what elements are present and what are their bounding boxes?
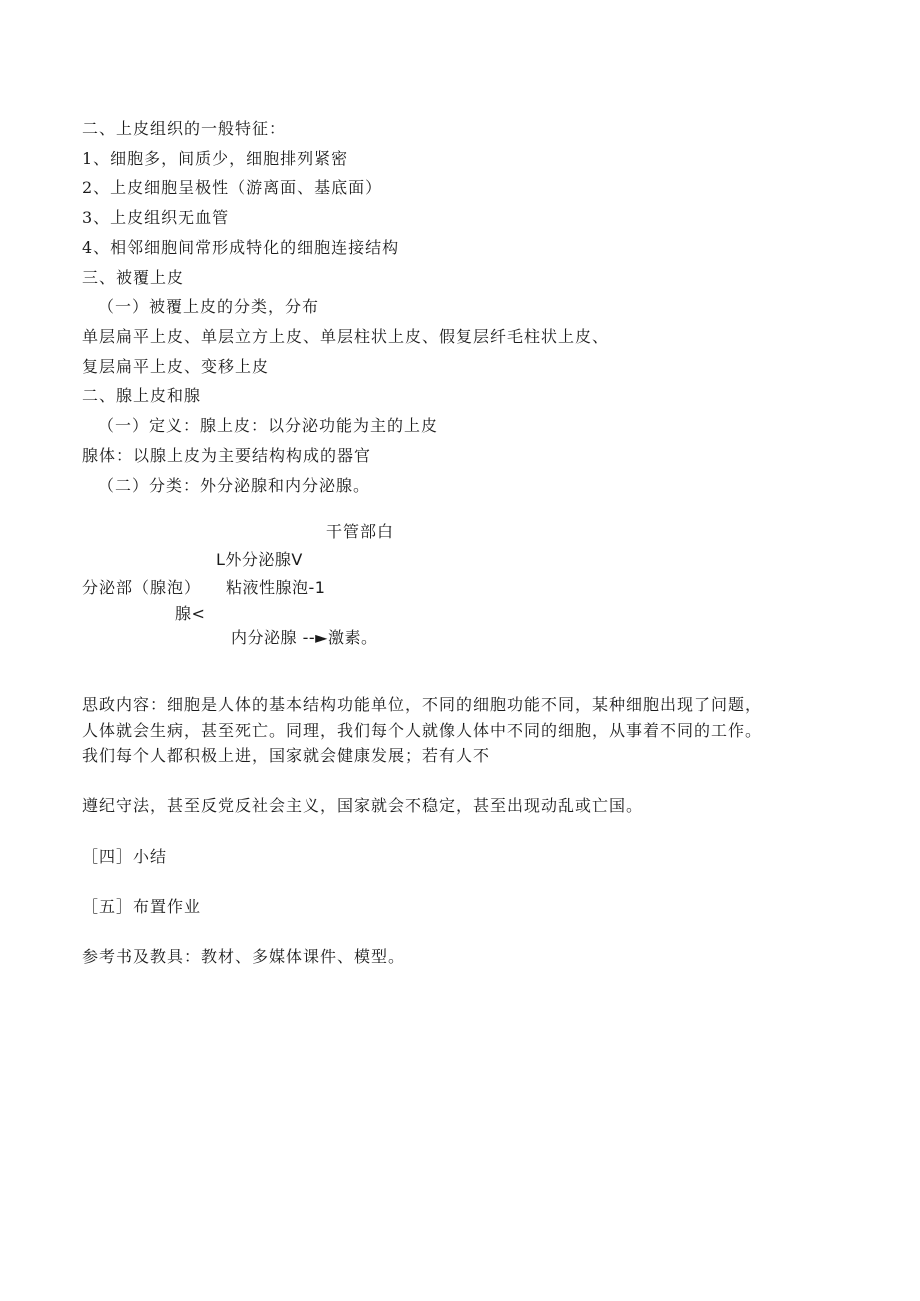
ideology-line-4: 遵纪守法，甚至反党反社会主义，国家就会不稳定，甚至出现动乱或亡国。	[82, 796, 644, 815]
types-line-1: 单层扁平上皮、单层立方上皮、单层柱状上皮、假复层纤毛柱状上皮、	[82, 327, 610, 346]
feature-4: 4、相邻细胞间常形成特化的细胞连接结构	[82, 238, 400, 257]
diagram-top: 干管部白	[326, 522, 395, 541]
section-3-title: 三、被覆上皮	[82, 268, 185, 287]
references: 参考书及教具：教材、多媒体课件、模型。	[82, 947, 406, 966]
feature-1: 1、细胞多，间质少，细胞排列紧密	[82, 149, 349, 168]
diagram-mucous: 粘液性腺泡-1	[226, 578, 326, 597]
ideology-line-3: 我们每个人都积极上进，国家就会健康发展；若有人不	[82, 746, 491, 765]
feature-3: 3、上皮组织无血管	[82, 208, 230, 227]
diagram-endocrine: 内分泌腺 --►激素。	[231, 628, 378, 647]
gland-body: 腺体：以腺上皮为主要结构构成的器官	[82, 446, 372, 465]
diagram-gland: 腺<	[175, 604, 206, 623]
ideology-line-1: 思政内容：细胞是人体的基本结构功能单位，不同的细胞功能不同，某种细胞出现了问题，	[82, 695, 763, 714]
summary-heading: ［四］小结	[82, 847, 168, 866]
definition: （一）定义：腺上皮：以分泌功能为主的上皮	[98, 416, 439, 435]
sub-1-title: （一）被覆上皮的分类，分布	[98, 297, 320, 316]
section-2-title: 二、上皮组织的一般特征：	[82, 119, 287, 138]
feature-2: 2、上皮细胞呈极性（游离面、基底面）	[82, 178, 383, 197]
types-line-2: 复层扁平上皮、变移上皮	[82, 357, 270, 376]
homework-heading: ［五］布置作业	[82, 897, 202, 916]
diagram-exocrine: L外分泌腺V	[216, 550, 303, 569]
diagram-secretory: 分泌部（腺泡）	[82, 578, 202, 597]
classification: （二）分类：外分泌腺和内分泌腺。	[98, 476, 371, 495]
gland-title: 二、腺上皮和腺	[82, 386, 202, 405]
ideology-line-2: 人体就会生病，甚至死亡。同理，我们每个人就像人体中不同的细胞，从事着不同的工作。	[82, 721, 763, 740]
